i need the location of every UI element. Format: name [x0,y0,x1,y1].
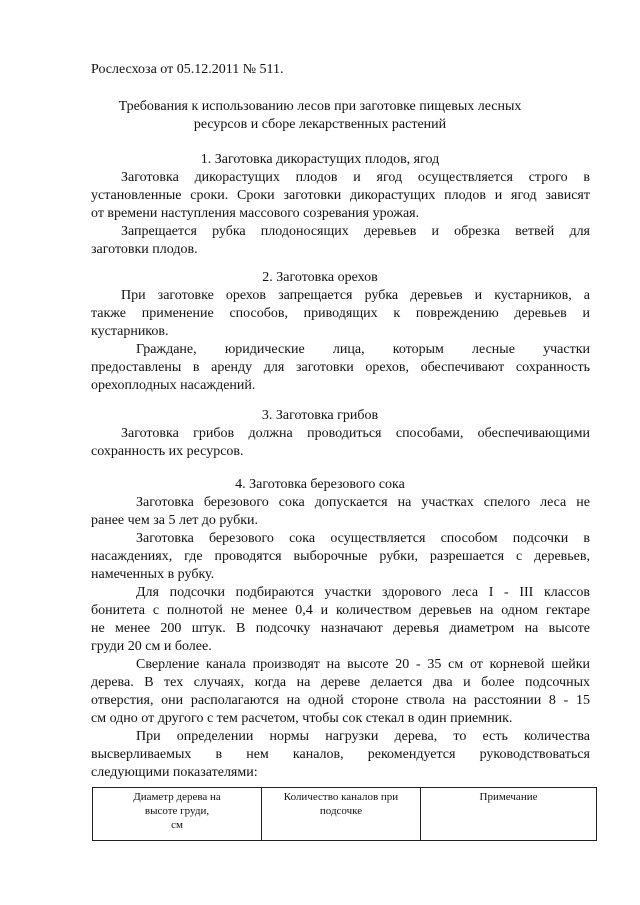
paragraph-line: Для подсочки подбираются участки здорового леса I - III классов [136,585,590,600]
column-header-line: Количество каналов при [283,791,399,803]
column-header-line: подсочке [319,805,363,817]
paragraph-line: заготовки плодов. [91,242,198,257]
column-header-line: высоте груди, [144,805,210,817]
paragraph-line: бонитета с полнотой не менее 0,4 и количеством деревьев на одном гектаре [91,603,590,618]
table-header-row [93,788,597,841]
section-2-heading: 2. Заготовка орехов [262,270,378,285]
header-reference: Рослесхоза от 05.12.2011 № 511. [91,62,284,77]
section-3-heading: 3. Заготовка грибов [261,408,379,423]
paragraph-line: от времени наступления массового созревания урожая. [91,206,420,221]
load-norm-table [92,787,597,841]
paragraph-line: высверливаемых в нем каналов, рекомендуется руководствоваться [91,747,590,762]
document-title-line-1: Требования к использованию лесов при заготовке пищевых лесных [118,99,522,114]
paragraph-line: Сверление канала производят на высоте 20 - 35 см от корневой шейки [136,657,590,672]
paragraph-line: кустарников. [91,324,169,339]
column-header-diameter [93,788,262,841]
paragraph-line: При заготовке орехов запрещается рубка деревьев и кустарников, а [121,288,590,303]
paragraph-line: Заготовка грибов должна проводиться способами, обеспечивающими [121,426,590,441]
column-header-line: Примечание [479,791,538,803]
paragraph-line: см одно от другого с тем расчетом, чтобы сок стекал в один приемник. [91,711,513,726]
paragraph-line: сохранность их ресурсов. [91,444,244,459]
paragraph-line: отверстия, они располагаются на одной стороне ствола на расстоянии 8 - 15 [91,693,590,708]
paragraph-line: Заготовка дикорастущих плодов и ягод осуществляется строго в [121,170,590,185]
paragraph-line: установленные сроки. Сроки заготовки дикорастущих плодов и ягод зависят [91,188,590,203]
paragraph-line: Граждане, юридические лица, которым лесные участки [136,342,590,357]
paragraph-line: следующими показателями: [91,765,258,780]
paragraph-line: Запрещается рубка плодоносящих деревьев и обрезка ветвей для [121,224,590,239]
column-header-line: см [171,819,183,831]
paragraph-line: дерева. В тех случаях, когда на дереве делается два и более подсочных [91,675,590,690]
section-4-heading: 4. Заготовка березового сока [235,477,405,492]
paragraph-line: намеченных в рубку. [91,567,215,582]
paragraph-line: не менее 200 штук. В подсочку назначают деревья диаметром на высоте [91,621,590,636]
paragraph-line: орехоплодных насаждений. [91,378,256,393]
column-header-note [421,788,597,841]
paragraph-line: предоставлены в аренду для заготовки орехов, обеспечивают сохранность [91,360,590,375]
column-header-line: Диаметр дерева на [133,791,221,803]
paragraph-line: Заготовка березового сока осуществляется способом подсочки в [136,531,590,546]
paragraph-line: груди 20 см и более. [91,639,212,654]
column-header-channels [262,788,421,841]
paragraph-line: также применение способов, приводящих к повреждению деревьев и [91,306,590,321]
paragraph-line: При определении нормы нагрузки дерева, то есть количества [136,729,590,744]
paragraph-line: насаждениях, где проводятся выборочные рубки, разрешается с деревьев, [91,549,590,564]
paragraph-line: Заготовка березового сока допускается на участках спелого леса не [136,495,590,510]
section-1-heading: 1. Заготовка дикорастущих плодов, ягод [200,152,440,167]
document-title-line-2: ресурсов и сборе лекарственных растений [193,117,447,132]
paragraph-line: ранее чем за 5 лет до рубки. [91,513,258,528]
